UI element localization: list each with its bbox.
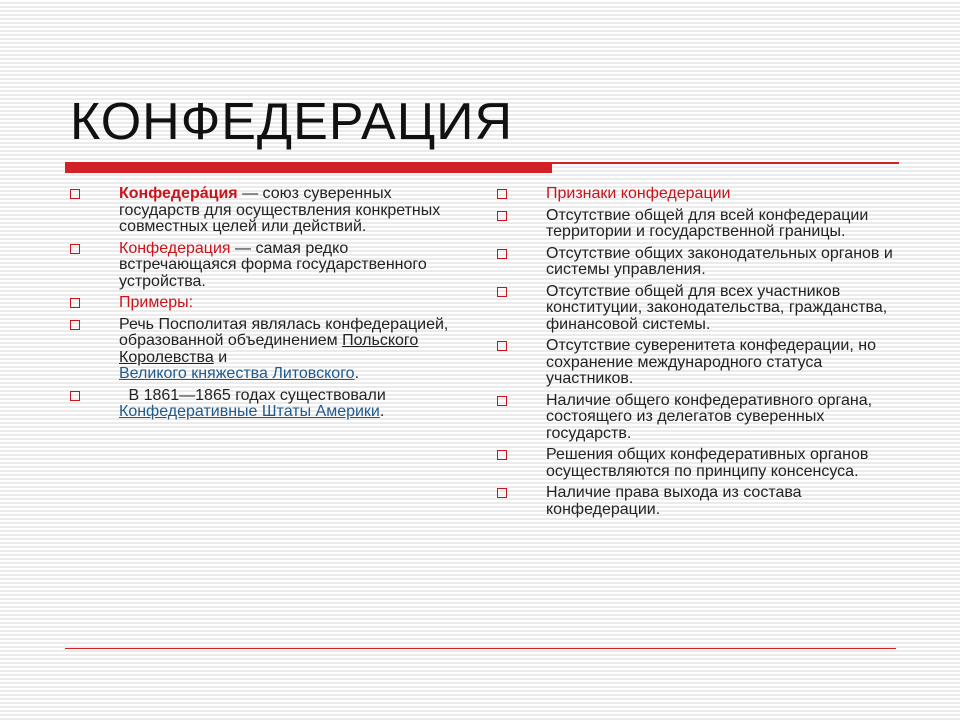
square-bullet-icon	[497, 211, 507, 221]
feature-text: Отсутствие общей для всех участников конституции, законодательства, гражданства, финансовой системы.	[546, 282, 888, 333]
lithuania-link[interactable]: Великого княжества Литовского	[119, 365, 355, 382]
rp-text: Речь Посполитая являлась конфедерацией, образованной объединением	[119, 315, 449, 349]
rare-text: — самая редко встречающаяся форма государственного устройства.	[119, 239, 427, 290]
list-item-rzeczpospolita	[70, 317, 460, 383]
us-end: .	[379, 403, 385, 420]
square-bullet-icon	[497, 189, 507, 199]
list-item-rare	[70, 241, 460, 291]
square-bullet-icon	[497, 287, 507, 297]
slide-title: КОНФЕДЕРАЦИЯ	[70, 93, 514, 151]
list-item	[497, 246, 902, 279]
features-heading: Признаки конфедерации	[546, 185, 731, 202]
square-bullet-icon	[497, 450, 507, 460]
feature-text: Отсутствие общих законодательных органов и системы управления.	[546, 244, 893, 278]
footer-divider	[65, 648, 896, 649]
list-item-heading	[497, 186, 902, 203]
us-text: В 1861—1865 годах существовали	[124, 386, 386, 404]
list-item-csa	[70, 388, 460, 421]
square-bullet-icon	[497, 396, 507, 406]
definition-term: Конфедера́ция	[119, 185, 238, 202]
right-column	[497, 186, 902, 523]
list-item	[497, 393, 902, 443]
square-bullet-icon	[497, 341, 507, 351]
list-item	[497, 447, 902, 480]
list-item	[497, 338, 902, 388]
list-item-definition	[70, 186, 460, 236]
feature-text: Наличие общего конфедеративного органа, состоящего из делегатов суверенных государств.	[546, 391, 873, 442]
square-bullet-icon	[497, 249, 507, 259]
definition-text: — союз суверенных государств для осуществления конкретных совместных целей или действий.	[119, 185, 441, 235]
title-underline-thin	[552, 162, 899, 164]
square-bullet-icon	[70, 298, 80, 308]
title-underline-thick	[65, 162, 552, 173]
square-bullet-icon	[70, 320, 80, 330]
feature-text: Отсутствие суверенитета конфедерации, но сохранение международного статуса участников.	[546, 337, 876, 387]
rare-term: Конфедерация	[119, 239, 231, 257]
square-bullet-icon	[70, 244, 80, 254]
square-bullet-icon	[497, 488, 507, 498]
list-item	[497, 284, 902, 334]
examples-label: Примеры:	[119, 294, 194, 311]
list-item-examples	[70, 295, 460, 312]
rp-end: .	[354, 365, 360, 382]
list-item	[497, 208, 902, 241]
feature-text: Отсутствие общей для всей конфедерации территории и государственной границы.	[546, 206, 869, 240]
rp-and: и	[213, 348, 228, 366]
csa-link[interactable]: Конфедеративные Штаты Америки	[119, 403, 380, 420]
list-item	[497, 485, 902, 518]
polish-kingdom-link[interactable]: Польского Королевства	[119, 332, 419, 366]
square-bullet-icon	[70, 189, 80, 199]
left-column	[70, 186, 460, 426]
feature-text: Решения общих конфедеративных органов осуществляются по принципу консенсуса.	[546, 446, 869, 480]
square-bullet-icon	[70, 391, 80, 401]
feature-text: Наличие права выхода из состава конфедерации.	[546, 484, 802, 518]
